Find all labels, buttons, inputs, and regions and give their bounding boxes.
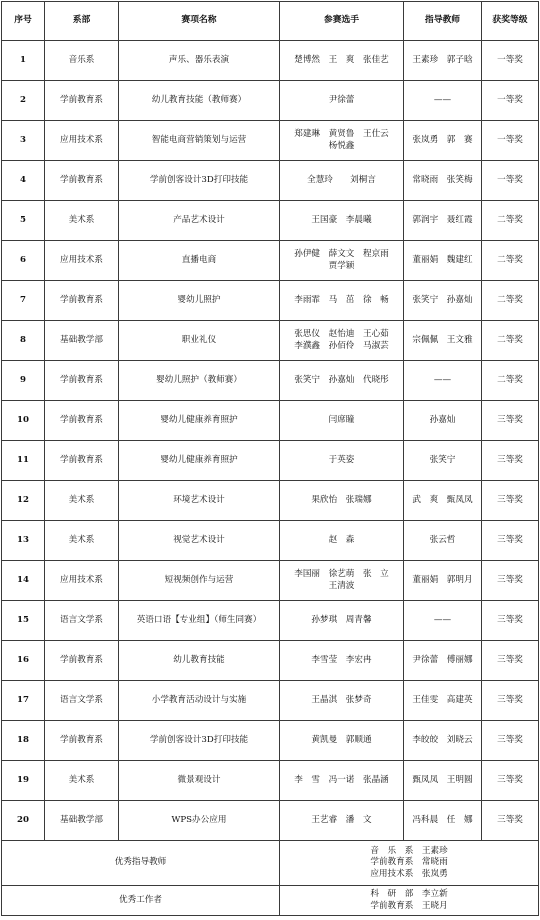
row-seq: 17 <box>2 681 45 721</box>
header-seq: 序号 <box>2 2 45 41</box>
row-contestants <box>280 761 404 801</box>
row-contestants <box>280 681 404 721</box>
row-contestants <box>280 241 404 281</box>
row-seq: 11 <box>2 441 45 481</box>
row-award: 一等奖 <box>482 161 539 201</box>
row-event: 婴幼儿健康养育照护 <box>119 401 280 441</box>
table-row <box>2 481 539 521</box>
row-award: 三等奖 <box>482 761 539 801</box>
row-event: 职业礼仪 <box>119 321 280 361</box>
table-row <box>2 401 539 441</box>
contestant-line: 王国豪 李晨曦 <box>311 214 372 225</box>
row-advisors: 宗佩佩 王文雅 <box>404 321 482 361</box>
row-seq: 8 <box>2 321 45 361</box>
footer-name-line: 学前教育系 常晓雨 <box>370 857 448 868</box>
row-contestants <box>280 401 404 441</box>
table-row <box>2 81 539 121</box>
row-advisors: 李皎皎 刘晓云 <box>404 721 482 761</box>
contestant-line: 尹徐蕾 <box>328 94 355 105</box>
row-award: 三等奖 <box>482 641 539 681</box>
contestant-line: 黄凯曼 郭顺通 <box>311 734 372 745</box>
row-dept: 美术系 <box>45 481 119 521</box>
row-event: 婴幼儿照护 <box>119 281 280 321</box>
row-event: 学前创客设计3D打印技能 <box>119 721 280 761</box>
row-dept: 学前教育系 <box>45 641 119 681</box>
row-dept: 学前教育系 <box>45 81 119 121</box>
footer-row <box>2 886 539 916</box>
table-row <box>2 321 539 361</box>
row-seq: 3 <box>2 121 45 161</box>
contestant-line: 李国丽 徐艺萌 张 立 <box>294 569 389 579</box>
row-event: 幼儿教育技能 <box>119 641 280 681</box>
row-seq: 13 <box>2 521 45 561</box>
row-event: 婴幼儿照护（教师赛） <box>119 361 280 401</box>
contestant-line: 赵 森 <box>328 534 355 545</box>
row-advisors: —— <box>404 81 482 121</box>
contestant-line: 孙伊健 薛文文 程京雨 <box>294 249 389 259</box>
footer-name-line: 应用技术系 张岚勇 <box>370 868 448 879</box>
row-seq: 10 <box>2 401 45 441</box>
row-event: WPS办公应用 <box>119 801 280 841</box>
row-advisors: 张笑宁 孙嘉灿 <box>404 281 482 321</box>
row-advisors: 常晓雨 张笑梅 <box>404 161 482 201</box>
row-dept: 学前教育系 <box>45 441 119 481</box>
table-row <box>2 41 539 81</box>
row-award: 三等奖 <box>482 481 539 521</box>
row-advisors: 董丽娟 郭明月 <box>404 561 482 601</box>
row-seq: 6 <box>2 241 45 281</box>
row-advisors: 冯科晨 任 娜 <box>404 801 482 841</box>
footer-label: 优秀工作者 <box>2 886 280 916</box>
row-contestants <box>280 201 404 241</box>
row-seq: 2 <box>2 81 45 121</box>
row-dept: 语言文学系 <box>45 601 119 641</box>
contestant-line: 李濮鑫 孙佰伶 马淑芸 <box>294 340 389 351</box>
table-row <box>2 641 539 681</box>
row-contestants <box>280 441 404 481</box>
table-row <box>2 121 539 161</box>
contestant-line: 李 雪 冯一诺 张晶涵 <box>294 774 389 785</box>
table-body <box>2 41 539 841</box>
table-row <box>2 601 539 641</box>
row-advisors: 甄凤凤 王明圆 <box>404 761 482 801</box>
row-seq: 7 <box>2 281 45 321</box>
header-advisors: 指导教师 <box>404 2 482 41</box>
table-row <box>2 761 539 801</box>
table-row <box>2 561 539 601</box>
footer-name-line: 学前教育系 王晓月 <box>370 900 448 911</box>
row-contestants <box>280 41 404 81</box>
row-award: 二等奖 <box>482 241 539 281</box>
contestant-line: 张笑宁 孙嘉灿 代晓彤 <box>294 374 389 385</box>
header-contestants: 参赛选手 <box>280 2 404 41</box>
contestant-line: 于英姿 <box>328 454 355 465</box>
table-row <box>2 521 539 561</box>
row-advisors: 武 爽 甄凤凤 <box>404 481 482 521</box>
row-dept: 美术系 <box>45 761 119 801</box>
contestant-line: 楚博然 王 爽 张佳艺 <box>294 54 389 65</box>
row-dept: 学前教育系 <box>45 721 119 761</box>
row-dept: 美术系 <box>45 201 119 241</box>
row-advisors: 张岚勇 郭 赛 <box>404 121 482 161</box>
row-award: 三等奖 <box>482 441 539 481</box>
footer-names <box>280 886 539 916</box>
row-award: 三等奖 <box>482 601 539 641</box>
row-dept: 基础教学部 <box>45 801 119 841</box>
row-contestants <box>280 561 404 601</box>
row-award: 三等奖 <box>482 521 539 561</box>
awards-table <box>1 1 539 916</box>
row-dept: 音乐系 <box>45 41 119 81</box>
row-contestants <box>280 281 404 321</box>
row-contestants <box>280 521 404 561</box>
row-dept: 应用技术系 <box>45 121 119 161</box>
row-contestants <box>280 801 404 841</box>
contestant-line: 全慧玲 刘桐言 <box>307 174 376 185</box>
row-award: 二等奖 <box>482 281 539 321</box>
row-seq: 4 <box>2 161 45 201</box>
row-award: 二等奖 <box>482 321 539 361</box>
row-event: 声乐、器乐表演 <box>119 41 280 81</box>
row-seq: 16 <box>2 641 45 681</box>
row-contestants <box>280 721 404 761</box>
table-row <box>2 241 539 281</box>
row-dept: 学前教育系 <box>45 361 119 401</box>
row-advisors: —— <box>404 601 482 641</box>
footer-row <box>2 841 539 886</box>
contestant-line: 张思仪 赵怡迪 王心茹 <box>294 329 389 339</box>
contestant-line: 闫席瞳 <box>328 414 355 425</box>
row-seq: 9 <box>2 361 45 401</box>
row-event: 短视频创作与运营 <box>119 561 280 601</box>
row-award: 二等奖 <box>482 361 539 401</box>
contestant-line: 李雨霏 马 茁 徐 畅 <box>294 294 389 305</box>
header-event: 赛项名称 <box>119 2 280 41</box>
row-seq: 5 <box>2 201 45 241</box>
row-advisors: 张云哲 <box>404 521 482 561</box>
row-seq: 1 <box>2 41 45 81</box>
row-award: 一等奖 <box>482 121 539 161</box>
row-advisors: 孙嘉灿 <box>404 401 482 441</box>
row-seq: 20 <box>2 801 45 841</box>
footer-label: 优秀指导教师 <box>2 841 280 886</box>
row-advisors: 郭润宇 聂红霞 <box>404 201 482 241</box>
contestant-line: 王清波 <box>328 580 355 591</box>
row-award: 三等奖 <box>482 721 539 761</box>
table-footer <box>2 841 539 916</box>
table-header-row <box>2 2 539 41</box>
row-event: 学前创客设计3D打印技能 <box>119 161 280 201</box>
row-dept: 学前教育系 <box>45 401 119 441</box>
row-award: 三等奖 <box>482 681 539 721</box>
row-event: 环境艺术设计 <box>119 481 280 521</box>
row-seq: 18 <box>2 721 45 761</box>
contestant-line: 郑建琳 黄贤鲁 王仕云 <box>294 129 389 139</box>
table-row <box>2 441 539 481</box>
row-contestants <box>280 601 404 641</box>
table-row <box>2 681 539 721</box>
row-award: 三等奖 <box>482 561 539 601</box>
row-award: 三等奖 <box>482 801 539 841</box>
table-row <box>2 721 539 761</box>
row-dept: 学前教育系 <box>45 161 119 201</box>
row-event: 幼儿教育技能（教师赛） <box>119 81 280 121</box>
row-dept: 语言文学系 <box>45 681 119 721</box>
header-award: 获奖等级 <box>482 2 539 41</box>
table-row <box>2 281 539 321</box>
row-advisors: 尹徐蕾 傅丽娜 <box>404 641 482 681</box>
row-contestants <box>280 641 404 681</box>
row-award: 一等奖 <box>482 41 539 81</box>
row-dept: 基础教学部 <box>45 321 119 361</box>
row-contestants <box>280 481 404 521</box>
row-advisors: —— <box>404 361 482 401</box>
row-advisors: 王佳雯 高建英 <box>404 681 482 721</box>
row-event: 产品艺术设计 <box>119 201 280 241</box>
row-dept: 美术系 <box>45 521 119 561</box>
table-row <box>2 201 539 241</box>
row-award: 一等奖 <box>482 81 539 121</box>
row-advisors: 董丽娟 魏建红 <box>404 241 482 281</box>
footer-name-line: 音 乐 系 王素珍 <box>370 845 448 856</box>
contestant-line: 王晶淇 张梦奇 <box>311 694 372 705</box>
row-award: 二等奖 <box>482 201 539 241</box>
table-row <box>2 161 539 201</box>
row-event: 小学教育活动设计与实施 <box>119 681 280 721</box>
row-contestants <box>280 321 404 361</box>
row-contestants <box>280 161 404 201</box>
row-seq: 12 <box>2 481 45 521</box>
row-dept: 应用技术系 <box>45 241 119 281</box>
row-contestants <box>280 121 404 161</box>
contestant-line: 李雪莹 李宏冉 <box>311 654 372 665</box>
row-contestants <box>280 81 404 121</box>
contestant-line: 果欣怡 张瑞娜 <box>311 494 372 505</box>
row-seq: 14 <box>2 561 45 601</box>
row-event: 微景观设计 <box>119 761 280 801</box>
row-dept: 应用技术系 <box>45 561 119 601</box>
row-dept: 学前教育系 <box>45 281 119 321</box>
table-row <box>2 361 539 401</box>
row-advisors: 王素珍 郭子晗 <box>404 41 482 81</box>
row-seq: 15 <box>2 601 45 641</box>
row-advisors: 张笑宁 <box>404 441 482 481</box>
table-row <box>2 801 539 841</box>
contestant-line: 孙梦琪 周青馨 <box>311 614 372 625</box>
header-dept: 系部 <box>45 2 119 41</box>
row-event: 智能电商营销策划与运营 <box>119 121 280 161</box>
row-award: 三等奖 <box>482 401 539 441</box>
contestant-line: 杨悦鑫 <box>328 140 355 151</box>
row-event: 视觉艺术设计 <box>119 521 280 561</box>
row-event: 婴幼儿健康养育照护 <box>119 441 280 481</box>
row-event: 英语口语【专业组】（师生同赛） <box>119 601 280 641</box>
contestant-line: 贾学颖 <box>328 260 355 271</box>
footer-names <box>280 841 539 886</box>
contestant-line: 王艺睿 潘 文 <box>311 814 372 825</box>
row-contestants <box>280 361 404 401</box>
row-event: 直播电商 <box>119 241 280 281</box>
footer-name-line: 科 研 部 李立新 <box>370 889 448 899</box>
row-seq: 19 <box>2 761 45 801</box>
